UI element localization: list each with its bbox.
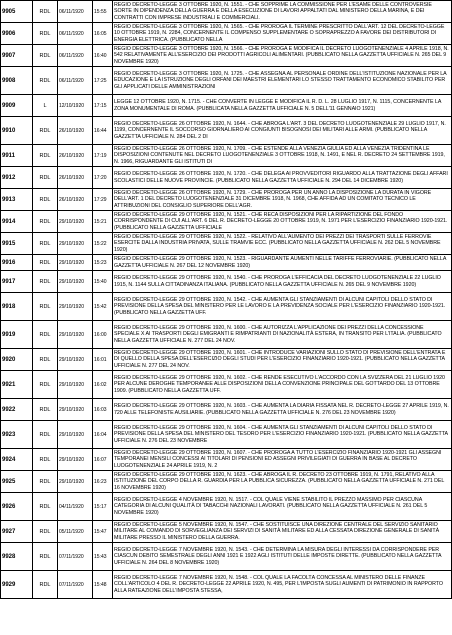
act-time (93, 67, 113, 95)
act-time-text: 17:19 (94, 152, 107, 159)
act-date-text: 29/10/1920 (59, 240, 85, 247)
act-description (113, 255, 452, 271)
act-description (113, 321, 452, 349)
record-number (1, 449, 33, 471)
record-number-text: 9929 (2, 581, 16, 588)
record-number-text: 9924 (2, 456, 16, 463)
act-date (58, 471, 93, 493)
act-date (58, 45, 93, 67)
act-date-text: 26/10/1920 (59, 127, 85, 134)
table-row (1, 23, 452, 45)
record-number (1, 211, 33, 233)
act-description-text: LEGGE 12 OTTOBRE 1920, N. 1715. - CHE CONVERTE IN LEGGE E MODIFICA IL R. D. L. 28 LUGLIO 1917, N. 1115, CONCERNENTE LA ZONA MONUMENTALE DI ROMA. (PUBBLICATA NELLA GAZZETTA UFFICIALE N. 5 DELL'11 GENNAIO 1921) (114, 99, 442, 112)
act-description-text: REGIO DECRETO-LEGGE 29 OTTOBRE 1920, N. 1602. - CHE RENDE ESECUTIVO L'ACCORDO CON LA SVIZZERA DEL 21 LUGLIO 1920 PER ALCUNE DEROGHE TEMPORANEE ALLE DISPOSIZIONI DELLA CONVENZIONE PRINCIPALE DEL GOTTARDO DEL 13 OTTOBRE 1909. (PUBBLICATO NELLA GAZZETTA UFF. (114, 374, 445, 394)
act-time-text: 16:01 (94, 356, 107, 363)
act-date (58, 293, 93, 321)
act-date (58, 399, 93, 421)
record-number-text: 9928 (2, 553, 16, 560)
act-time (93, 521, 113, 543)
act-description-text: REGIO DECRETO-LEGGE 7 NOVEMBRE 1920, N. 1543. - CHE DETERMINA LA MISURA DEGLI INTERESSI DA CORRISPONDERE PER CIASCUN DEBITO SEMESTRALE DEGLI ANNI 1921 E 1922 AGLI ISTITUTI DELLE IMPOSTE DIRETTE. (PUBBLICATO NELLA GAZZETTA UFFICIALE N. 264 DEL 8 NOVEMBRE 1920) (114, 546, 442, 566)
act-type (33, 571, 58, 599)
table-row (1, 371, 452, 399)
record-number-text: 9916 (2, 259, 16, 266)
record-number-text: 9922 (2, 406, 16, 413)
act-time-text: 15:40 (94, 278, 107, 285)
act-description (113, 67, 452, 95)
act-type (33, 399, 58, 421)
record-number (1, 521, 33, 543)
act-time-text: 15:48 (94, 581, 107, 588)
record-number-text: 9918 (2, 303, 16, 310)
act-type (33, 145, 58, 167)
table-row (1, 471, 452, 493)
record-number (1, 1, 33, 23)
act-time-text: 15:21 (94, 218, 107, 225)
act-type (33, 271, 58, 293)
act-date-text: 29/10/1920 (59, 478, 85, 485)
act-description (113, 189, 452, 211)
table-row (1, 233, 452, 255)
act-time-text: 15:23 (94, 259, 107, 266)
act-date-text: 29/10/1920 (59, 259, 85, 266)
record-number (1, 371, 33, 399)
act-date-text: 29/10/1920 (59, 218, 85, 225)
act-date-text: 26/10/1920 (59, 196, 85, 203)
record-number (1, 167, 33, 189)
act-time-text: 15:17 (94, 503, 107, 510)
act-type-text: RDL (39, 303, 51, 310)
act-type-text: RDL (39, 77, 51, 84)
act-time (93, 571, 113, 599)
act-type-text: RDL (39, 30, 51, 37)
act-type-text: RDL (39, 152, 51, 159)
act-type-text: RDL (39, 431, 51, 438)
act-time (93, 23, 113, 45)
act-time-text: 15:55 (94, 8, 107, 15)
act-description-text: REGIO DECRETO-LEGGE 29 OTTOBRE 1920, N. 1604. - CHE AUMENTA GLI STANZIAMENTI DI ALCUNI CAPITOLI DELLO STATO DI PREVISIONE DELLA SPESA DEL MINISTERO DEL TESORO PER L'ESERCIZIO FINANZIARIO 1920-1921. (PUBBLICATO NELLA GAZZETTA UFFICIALE N. 276 DEL 23 NOVEMBRE (114, 424, 448, 444)
table-row (1, 117, 452, 145)
act-description-text: REGIO DECRETO-LEGGE 29 OTTOBRE 1920, N. 1522. - RELATIVO ALL'AUMENTO DEI PREZZI DEI TRASPORTI SULLE FERROVIE ESERCITE DALLA INDUSTRIA PRIVATA, SULLE TRAMVIE ECC. (PUBBLICATO NELLA GAZZETTA UFFICIALE N. 262 DEL 5 NOVEMBRE 1920) (114, 233, 441, 253)
act-time (93, 293, 113, 321)
record-number-text: 9912 (2, 174, 16, 181)
act-description-text: REGIO DECRETO-LEGGE 26 OTTOBRE 1920, N. 1720. - CHE DELEGA AI PROVVEDITORI RIGUARDO ALLA TRATTAZIONE DEGLI AFFARI SCOLASTICI DELLE NUOVE PROVINCIE. (PUBBLICATO NELLA GAZZETTA UFFICIALE N. 294 DEL 14 DICEMBRE 1920) (114, 171, 448, 184)
act-description-text: REGIO DECRETO-LEGGE 29 OTTOBRE 1920, N. 1607. - CHE PROROGA A TUTTO L'ESERCIZIO FINANZIARIO 1920-1921 GLI ASSEGNI TEMPORANEI MENSILI CONCESSI AI TITOLARI DI PENSIONI ED ASSEGNI PRIVILEGIATI DI GUERRA IN BASE AL DECRETO LUOGOTENENZIALE 24 APRILE 1919, N. 2 (114, 449, 442, 469)
act-description (113, 1, 452, 23)
record-number (1, 571, 33, 599)
act-date (58, 117, 93, 145)
act-description (113, 145, 452, 167)
act-description-text: REGIO DECRETO-LEGGE 4 NOVEMBRE 1920, N. 1517. - COL QUALE VIENE STABILITO IL PREZZO MASSIMO PER CIASCUNA CATEGORIA DI ALCUNI QUALITÀ DI TABACCHI NAZIONALI LAVORATI. (PUBBLICATO NELLA GAZZETTA UFFICIALE N. 261 DEL 5 NOVEMBRE 1920) (114, 496, 428, 516)
table-row (1, 189, 452, 211)
act-time (93, 371, 113, 399)
act-date (58, 349, 93, 371)
act-time-text: 16:00 (94, 331, 107, 338)
act-time (93, 233, 113, 255)
table-row (1, 543, 452, 571)
act-type-text: RDL (39, 581, 51, 588)
record-number-text: 9926 (2, 503, 16, 510)
act-type (33, 23, 58, 45)
act-time (93, 271, 113, 293)
table-row (1, 321, 452, 349)
act-type (33, 493, 58, 521)
act-type (33, 449, 58, 471)
act-description (113, 233, 452, 255)
act-date-text: 26/10/1920 (59, 174, 85, 181)
table-row (1, 271, 452, 293)
table-row (1, 293, 452, 321)
act-type (33, 293, 58, 321)
act-description (113, 211, 452, 233)
act-time (93, 493, 113, 521)
record-number-text: 9907 (2, 52, 16, 59)
act-date-text: 05/11/1920 (59, 528, 84, 535)
act-type-text: RDL (39, 259, 51, 266)
act-type-text: RDL (39, 503, 51, 510)
act-time-text: 15:43 (94, 553, 107, 560)
act-date-text: 06/11/1920 (59, 52, 84, 59)
record-number-text: 9925 (2, 478, 16, 485)
act-date (58, 371, 93, 399)
act-type (33, 45, 58, 67)
act-description-text: REGIO DECRETO-LEGGE 29 OTTOBRE 1920, N. 1523. - RIGUARDANTE AUMENTI NELLE TARIFFE FERROVIARIE. (PUBBLICATO NELLA GAZZETTA UFFICIALE N. 267 DEL 12 NOVEMBRE 1920) (114, 256, 447, 269)
act-type (33, 211, 58, 233)
act-description (113, 471, 452, 493)
act-type (33, 543, 58, 571)
act-date-text: 29/10/1920 (59, 356, 85, 363)
act-date (58, 521, 93, 543)
record-number-text: 9914 (2, 218, 16, 225)
act-type-text: RDL (39, 218, 51, 225)
act-time-text: 15:22 (94, 240, 107, 247)
act-description (113, 371, 452, 399)
table-row (1, 571, 452, 599)
act-type (33, 471, 58, 493)
act-type (33, 95, 58, 117)
act-date-text: 06/11/1920 (59, 30, 84, 37)
act-time-text: 16:03 (94, 406, 107, 413)
act-description (113, 293, 452, 321)
act-description (113, 399, 452, 421)
act-type (33, 371, 58, 399)
act-type (33, 521, 58, 543)
act-time-text: 16:23 (94, 478, 107, 485)
act-date-text: 06/11/1920 (59, 77, 84, 84)
act-description-text: REGIO DECRETO-LEGGE 29 OTTOBRE 1920, N. 1521. - CHE RECA DISPOSIZIONI PER LA RIPARTIZIONE DEL FONDO CORRISPONDENTE DI CUI ALL'ART. 6 DEL R. DECRETO-LEGGE 20 OTTOBRE 1919, N. 1971 PER L'ESERCIZIO FINANZIARIO 1920-1921. (PUBBLICATO NELLA GAZZETTA UFFICIALE (114, 211, 448, 231)
record-number (1, 321, 33, 349)
act-date (58, 167, 93, 189)
record-number-text: 9908 (2, 77, 16, 84)
act-description-text: REGIO DECRETO-LEGGE 29 OTTOBRE 1920, N. 1600. - CHE AUTORIZZA L'APPLICAZIONE DEI PREZZI DELLA CONCESSIONE SPECIALE X AI TRASPORTI DEGLI EMIGRANTI E RIMPATRIANTI DI NAZIONALITÀ ESTERA, IN TRANSITO PER L'ITALIA. (PUBBLICATO NELLA GAZZETTA UFFICIALE N. 277 DEL 24 NOV. (114, 324, 442, 344)
act-date (58, 145, 93, 167)
record-number (1, 271, 33, 293)
act-type-text: RDL (39, 528, 51, 535)
record-number-text: 9919 (2, 331, 16, 338)
act-type-text: RDL (39, 174, 51, 181)
act-time (93, 321, 113, 349)
act-date-text: 29/10/1920 (59, 303, 85, 310)
act-date-text: 04/11/1920 (59, 503, 84, 510)
act-description (113, 95, 452, 117)
act-type-text: RDL (39, 196, 51, 203)
act-description-text: REGIO DECRETO-LEGGE 3 OTTOBRE 1920, N. 1725. - CHE ASSEGNA AL PERSONALE ORDINE DELL'ISTITUZIONE NAZIONALE PER LA EDUCAZIONE E LA ISTRUZIONE DEGLI ORFANI DEI MAESTRI ELEMENTARI LO STESSO TRATTAMENTO ECONOMICO STABILITO PER GLI APPLICATI DELLE AMMINISTRAZIONI (114, 70, 447, 90)
act-description (113, 493, 452, 521)
act-description-text: REGIO DECRETO-LEGGE 7 NOVEMBRE 1920, N. 1548. - COL QUALE LA FACOLTÀ CONCESSA AL MINISTERO DELLE FINANZE COLL'ARTICOLO 4 DEL R. DECRETO-LEGGE 22 APRILE 1920, N. 495, PER L'IMPOSTA SUGLI AUMENTI DI PATRIMONIO IN RAPPORTO ALLA RATEAZIONE DELL'IMPOSTA STESSA, (114, 574, 443, 594)
record-number-text: 9909 (2, 102, 16, 109)
act-date-text: 29/10/1920 (59, 406, 85, 413)
record-number (1, 233, 33, 255)
register-table-body (1, 1, 452, 599)
act-date (58, 211, 93, 233)
act-date (58, 189, 93, 211)
act-time (93, 1, 113, 23)
act-type-text: RDL (39, 240, 51, 247)
record-number-text: 9920 (2, 356, 16, 363)
record-number-text: 9913 (2, 196, 16, 203)
act-description-text: REGIO DECRETO-LEGGE 29 OTTOBRE 1920, N. 1601. - CHE INTRODUCE VARIAZIONI SULLO STATO DI PREVISIONE DELL'ENTRATA E DI QUELLO DELLA SPESA DELL'ESERCIZIO DEGLI STUDI PER L'ESERCIZIO FINANZIARIO 1920-1921. (PUBBLICATO NELLA GAZZETTA UFFICIALE N. 277 DEL 24 NOV. (114, 349, 446, 369)
table-row (1, 45, 452, 67)
act-description (113, 421, 452, 449)
record-number (1, 255, 33, 271)
act-date-text: 29/10/1920 (59, 278, 85, 285)
act-type (33, 117, 58, 145)
act-time (93, 117, 113, 145)
record-number (1, 45, 33, 67)
act-description-text: REGIO DECRETO-LEGGE 5 NOVEMBRE 1920, N. 1547. - CHE SOSTITUISCE UNA DIREZIONE CENTRALE DEL SERVIZIO SANITARIO MILITARE AL COMANDO DI SORVEGLIANZA DEI SERVIZI DI SANITÀ MILITARE ED ALLA CESSATA DIREZIONE GENERALE DI SANITÀ MILITARE PRESSO IL MINISTERO DELLA GUERRA. (114, 521, 440, 541)
act-time-text: 16:05 (94, 30, 107, 37)
act-description (113, 521, 452, 543)
act-type-text: RDL (39, 278, 51, 285)
record-number (1, 23, 33, 45)
act-time (93, 167, 113, 189)
table-row (1, 95, 452, 117)
act-type-text: RDL (39, 8, 51, 15)
act-date (58, 421, 93, 449)
act-type (33, 349, 58, 371)
act-description-text: REGIO DECRETO-LEGGE 29 OTTOBRE 1920, N. 1603. - CHE AUMENTA LA DIARIA FISSATA NEL R. DECRETO-LEGGE 27 APRILE 1919, N. 720 ALLE TELEFONISTE AUSILIARIE. (PUBBLICATO NELLA GAZZETTA UFFICIALE N. 276 DEL 23 NOVEMBRE 1920) (114, 403, 449, 416)
record-number-text: 9927 (2, 528, 16, 535)
act-description (113, 167, 452, 189)
act-date-text: 06/11/1920 (59, 8, 84, 15)
act-time (93, 255, 113, 271)
act-description (113, 349, 452, 371)
act-type-text: RDL (39, 356, 51, 363)
record-number (1, 471, 33, 493)
act-type (33, 255, 58, 271)
table-row (1, 67, 452, 95)
act-time-text: 16:04 (94, 431, 107, 438)
record-number (1, 349, 33, 371)
act-date (58, 67, 93, 95)
act-time (93, 471, 113, 493)
act-date-text: 29/10/1920 (59, 456, 85, 463)
act-type-text: RDL (39, 127, 51, 134)
table-row (1, 399, 452, 421)
act-date-text: 29/10/1920 (59, 431, 85, 438)
act-description-text: REGIO DECRETO-LEGGE 29 OTTOBRE 1920, N. 1542. - CHE AUMENTA GLI STANZIAMENTI DI ALCUNI CAPITOLI DELLO STATO DI PREVISIONE DELLA SPESA DEL MINISTERO PER LE LAVORO E LA PREVIDENZA SOCIALE PER L'ESERCIZIO FINANZIARIO 1920-1921. (PUBBLICATO NELLA GAZZETTA UFF. (114, 296, 446, 316)
act-type (33, 67, 58, 95)
record-number-text: 9915 (2, 240, 16, 247)
act-time-text: 15:47 (94, 528, 107, 535)
act-date-text: 07/11/1920 (59, 581, 84, 588)
act-description-text: REGIO DECRETO-LEGGE 26 OTTOBRE 1920, N. 1709. - CHE ESTENDE ALLA VENEZIA GIULIA ED ALLA VENEZIA TRIDENTINA LE DISPOSIZIONI CONTENUTE NEL DECRETO LUOGOTENENZIALE 3 OTTOBRE 1918, N. 1491, E NEL R. DECRETO 24 SETTEMBRE 1919, N. 1966, RIGUARDANTE GLI ISTITUTI DI (114, 145, 445, 165)
act-time (93, 145, 113, 167)
record-number (1, 189, 33, 211)
act-description-text: REGIO DECRETO-LEGGE 29 OTTOBRE 1920, N. 1623. - CHE ABROGA IL R. DECRETO 23 OTTOBRE 1919, N. 1791, RELATIVO ALLA ISTITUZIONE DEL CORPO DELLA R. GUARDIA PER LA PUBBLICA SICUREZZA. (PUBBLICATO NELLA GAZZETTA UFFICIALE N. 271 DEL 16 NOVEMBRE 1920) (114, 471, 445, 491)
act-description (113, 271, 452, 293)
record-number-text: 9905 (2, 8, 16, 15)
act-date (58, 255, 93, 271)
record-number-text: 9923 (2, 431, 16, 438)
act-time (93, 543, 113, 571)
act-time (93, 45, 113, 67)
act-description-text: REGIO DECRETO-LEGGE 3 OTTOBRE 1920, N. 1566. - CHE PROROGA E MODIFICA IL DECRETO LUOGOTENENZIALE 4 APRILE 1918, N. 542 RELATIVAMENTE ALL'ESERCIZIO DEI PRODOTTI AGRICOLI ALIMENTARI. (PUBBLICATO NELLA GAZZETTA UFFICIALE N. 265 DEL 9 NOVEMBRE 1920) (114, 45, 449, 65)
act-time (93, 95, 113, 117)
act-time (93, 189, 113, 211)
act-description (113, 543, 452, 571)
act-type-text: RDL (39, 331, 51, 338)
table-row (1, 167, 452, 189)
act-date-text: 29/10/1920 (59, 381, 85, 388)
act-description (113, 45, 452, 67)
act-time-text: 17:25 (94, 77, 107, 84)
act-date (58, 321, 93, 349)
record-number (1, 145, 33, 167)
act-date-text: 07/11/1920 (59, 553, 84, 560)
table-row (1, 421, 452, 449)
record-number (1, 117, 33, 145)
act-description-text: REGIO DECRETO-LEGGE 26 OTTOBRE 1920, N. 1644. - CHE ABROGA L'ART. 3 DEL DECRETO LUOGOTENENZIALE 29 LUGLIO 1917, N. 1199, CONCERNENTE IL SOCCORSO GIORNALIERO AI CONGIUNTI BISOGNOSI DEI MILITARI ALLE ARMI. (PUBBLICATO NELLA GAZZETTA UFFICIALE N. 284 DEL 2 DI (114, 120, 446, 140)
act-time-text: 17:29 (94, 196, 107, 203)
act-type-text: RDL (39, 381, 51, 388)
act-date (58, 95, 93, 117)
record-number-text: 9911 (2, 152, 16, 159)
act-time (93, 211, 113, 233)
act-time (93, 349, 113, 371)
act-type-text: RDL (39, 406, 51, 413)
act-type (33, 421, 58, 449)
table-row (1, 255, 452, 271)
record-number-text: 9917 (2, 278, 16, 285)
act-type-text: RDL (39, 456, 51, 463)
act-time-text: 16:07 (94, 456, 107, 463)
act-time-text: 16:44 (94, 127, 107, 134)
record-number (1, 95, 33, 117)
record-number (1, 293, 33, 321)
record-number (1, 399, 33, 421)
act-type (33, 189, 58, 211)
record-number (1, 543, 33, 571)
act-date (58, 1, 93, 23)
act-date (58, 233, 93, 255)
record-number-text: 9910 (2, 127, 16, 134)
act-time-text: 16:40 (94, 52, 107, 59)
act-time (93, 449, 113, 471)
act-date-text: 29/10/1920 (59, 331, 85, 338)
act-time-text: 15:42 (94, 303, 107, 310)
table-row (1, 521, 452, 543)
act-description (113, 117, 452, 145)
act-time-text: 17:15 (94, 102, 107, 109)
act-time (93, 399, 113, 421)
act-type-text: RDL (39, 478, 51, 485)
act-date (58, 449, 93, 471)
act-date-text: 26/10/1920 (59, 152, 85, 159)
act-date-text: 12/10/1920 (59, 102, 85, 109)
table-row (1, 1, 452, 23)
record-number (1, 493, 33, 521)
record-number (1, 67, 33, 95)
act-description (113, 449, 452, 471)
record-number-text: 9906 (2, 30, 16, 37)
act-date (58, 271, 93, 293)
act-type-text: RDL (39, 553, 51, 560)
act-description-text: REGIO DECRETO-LEGGE 3 OTTOBRE 1920, N. 1551. - CHE SOPPRIME LA COMMISSIONE PER L'ESAME DELLE CONTROVERSIE SORTE IN DIPENDENZA DELLA GUERRA E DELLA ESECUZIONE DI LAVORI APPALTATI DAL MINISTERO DELLA MARINA, E DEI CONTRATTI CON IMPRESE INDUSTRIALI E COMMERCIALI. (114, 1, 432, 21)
act-description (113, 571, 452, 599)
act-description-text: REGIO DECRETO-LEGGE 29 OTTOBRE 1920, N. 1540. - CHE PROROGA L'EFFICACIA DEL DECRETO LUOGOTENENZIALE 22 LUGLIO 1915, N. 1144 SULLA CITTADINANZA ITALIANA. (PUBBLICATO NELLA GAZZETTA UFFICIALE N. 265 DEL 9 NOVEMBRE 1920) (114, 275, 441, 288)
act-description-text: REGIO DECRETO-LEGGE 3 OTTOBRE 1920, N. 1565. - CHE PROROGA IL TERMINE PRESCRITTO DALL'ART. 12 DEL DECRETO-LEGGE 10 OTTOBRE 1919, N. 2284, CONCERNENTE IL COMPENSO SUPPLEMENTARE O SOPRAPREZZO A FAVORE DEI DISTRIBUTORI DI ENERGIA ELETTRICA. (PUBBLICATO NELLA (114, 23, 445, 43)
act-date (58, 543, 93, 571)
act-time-text: 16:02 (94, 381, 107, 388)
table-row (1, 211, 452, 233)
record-number-text: 9921 (2, 381, 16, 388)
act-time (93, 421, 113, 449)
act-date (58, 23, 93, 45)
act-type-text: RDL (39, 52, 51, 59)
act-type-text: L (43, 102, 47, 109)
table-row (1, 349, 452, 371)
record-number (1, 421, 33, 449)
act-type (33, 1, 58, 23)
table-row (1, 493, 452, 521)
act-description (113, 23, 452, 45)
table-row (1, 145, 452, 167)
act-date (58, 493, 93, 521)
act-type (33, 321, 58, 349)
act-date (58, 571, 93, 599)
act-type (33, 167, 58, 189)
table-row (1, 449, 452, 471)
act-description-text: REGIO DECRETO-LEGGE 26 OTTOBRE 1920, N. 1729. - CHE PROROGA PER UN ANNO LA DISPOSIZIONE LA DURATA IN VIGORE DELL'ART. 1 DEL DECRETO LUOGOTENENZIALE 31 DICEMBRE 1918, N. 1968, CHE AFFIDA AD UN COMITATO TECNICO LE ATTRIBUZIONI DEL CONSIGLIO SUPERIORE DELL'AGR. (114, 189, 432, 209)
act-time-text: 17:20 (94, 174, 107, 181)
act-type (33, 233, 58, 255)
